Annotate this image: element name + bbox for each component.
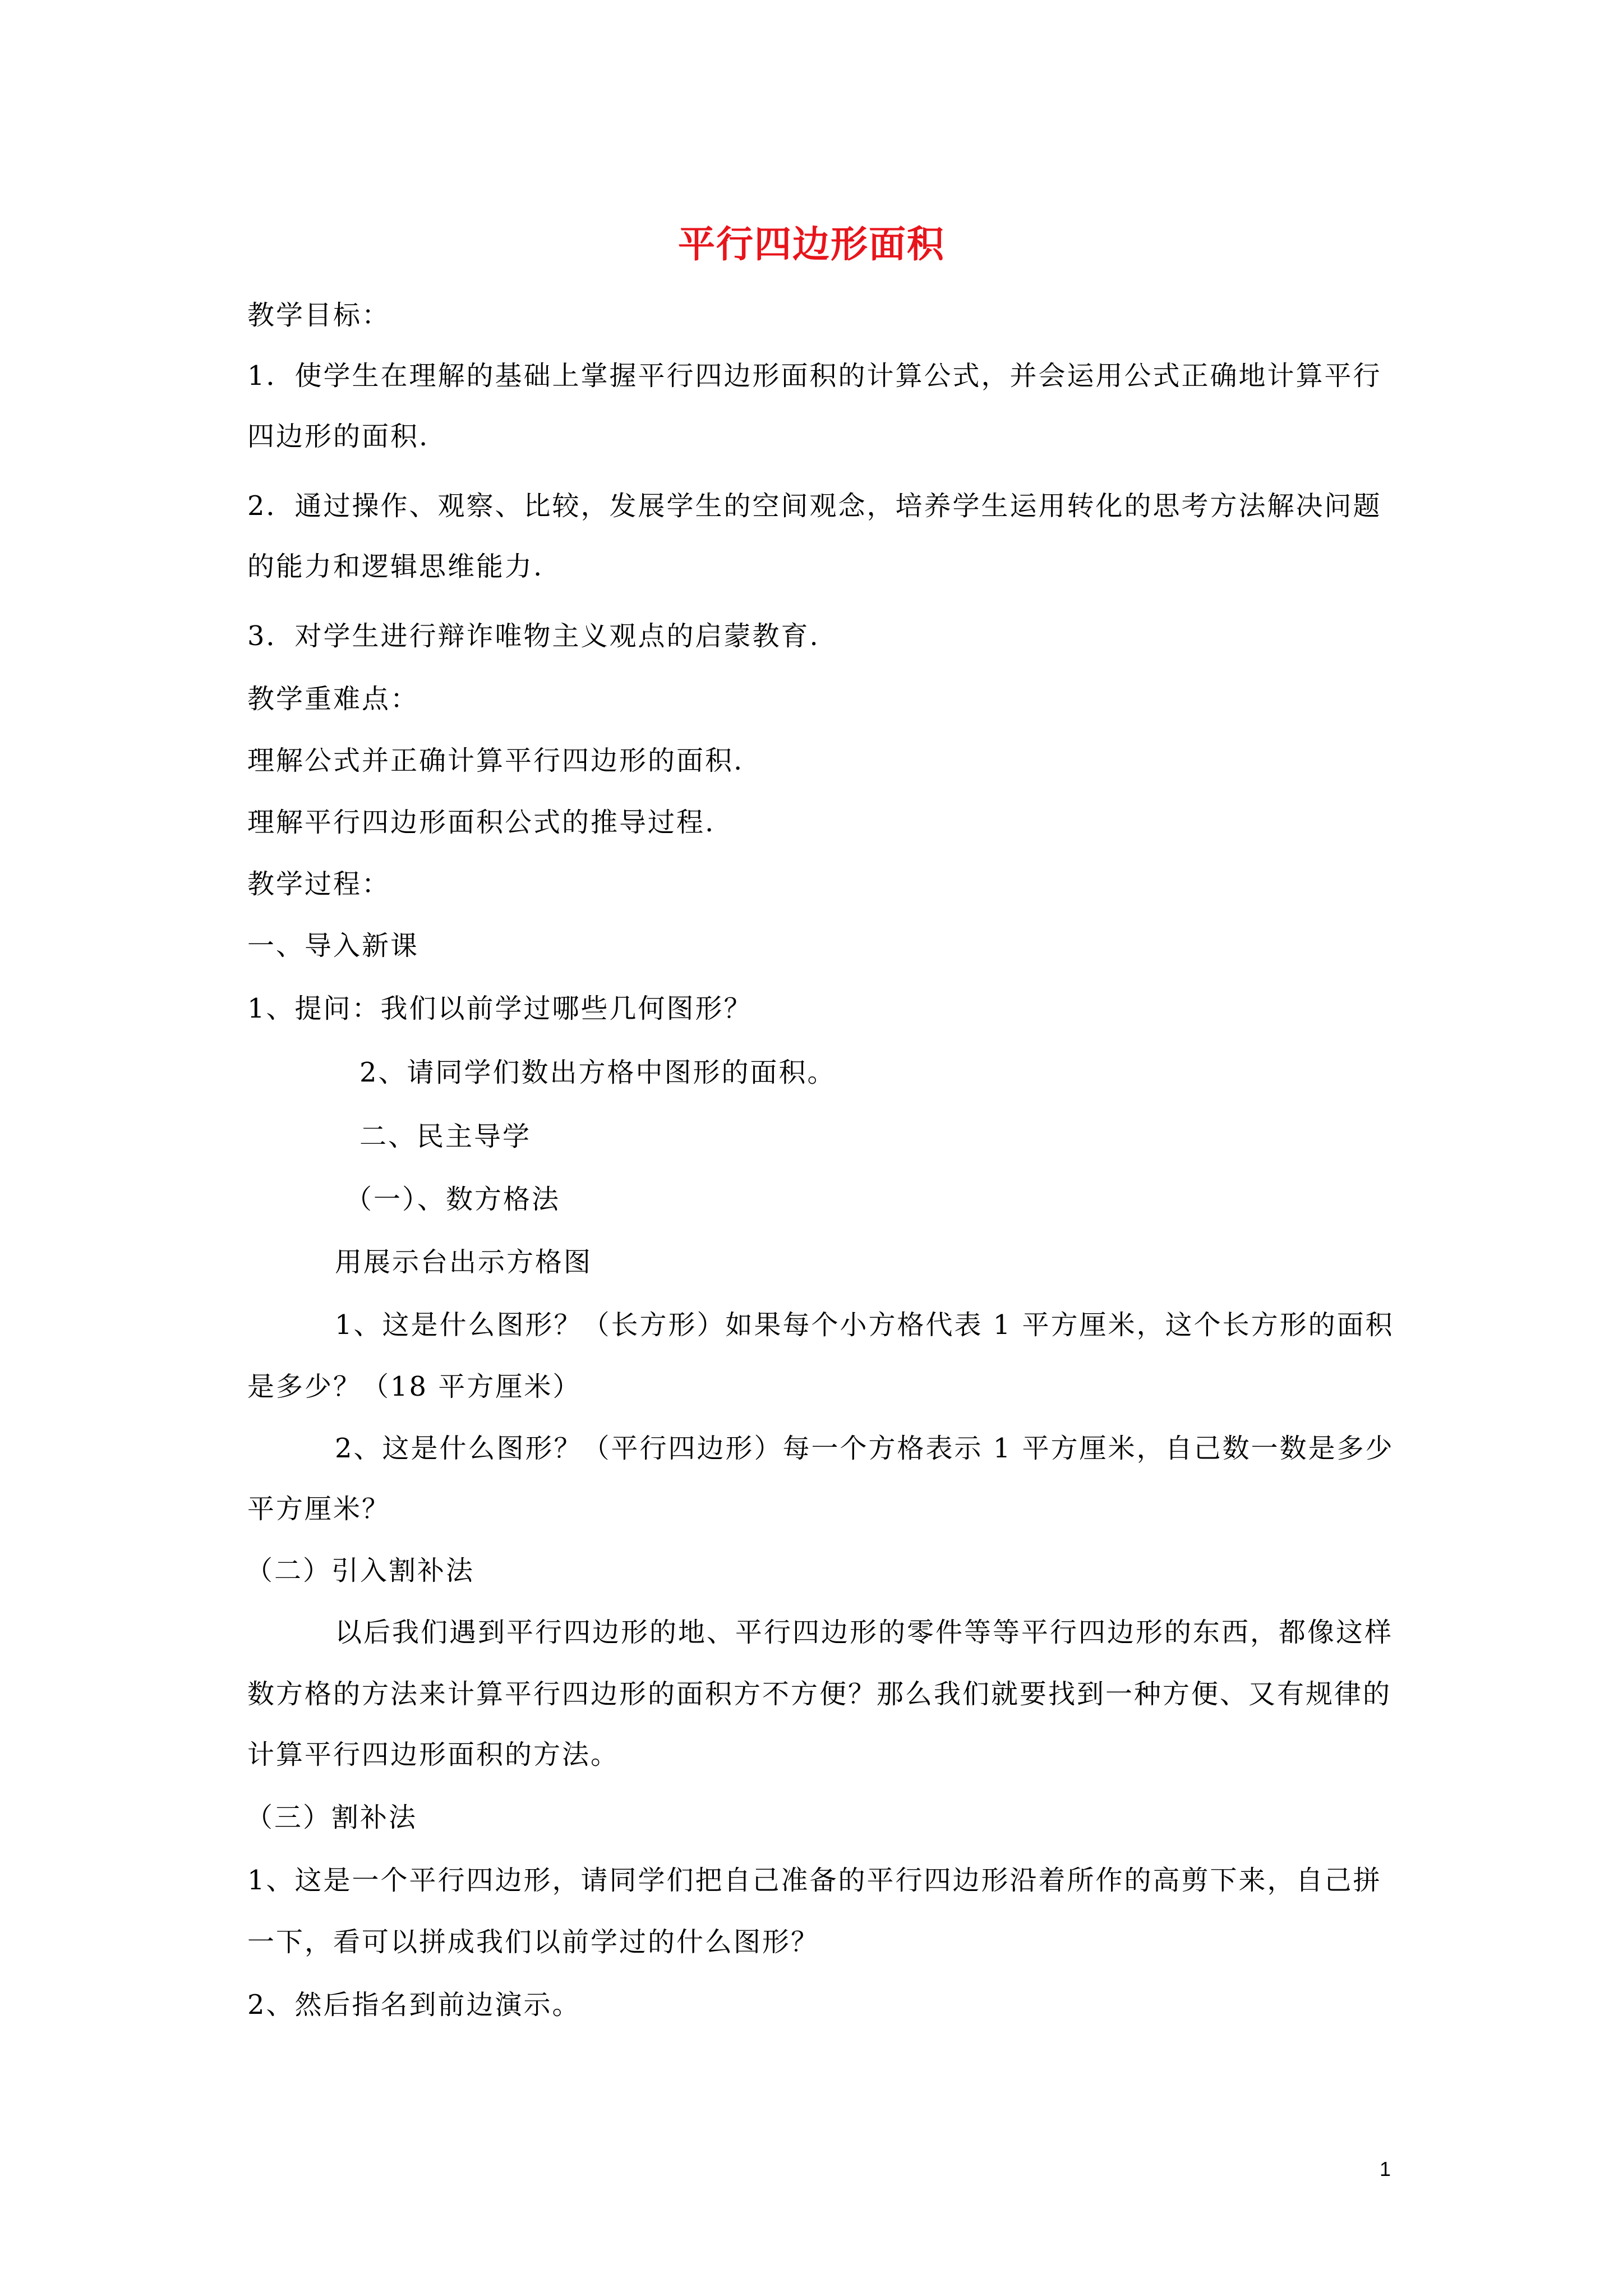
subsection-1-q1-line-1: 1、这是什么图形？（长方形）如果每个小方格代表 1 平方厘米，这个长方形的面积	[335, 1309, 1394, 1341]
section-1-heading: 一、导入新课	[247, 930, 419, 961]
objective-2-line-2: 的能力和逻辑思维能力.	[247, 551, 544, 582]
page-number: 1	[1380, 2157, 1391, 2180]
objective-2-line-1: 2．通过操作、观察、比较，发展学生的空间观念，培养学生运用转化的思考方法解决问题	[247, 490, 1382, 522]
subsection-1-q1-line-2: 是多少？（18 平方厘米）	[247, 1371, 582, 1402]
subsection-3-heading: （三）割补法	[246, 1802, 418, 1833]
objective-3: 3．对学生进行辩诈唯物主义观点的启蒙教育.	[247, 620, 820, 652]
subsection-2-heading: （二）引入割补法	[246, 1555, 475, 1586]
subsection-1-heading: （一）、数方格法	[345, 1184, 561, 1215]
document-title: 平行四边形面积	[678, 222, 945, 266]
objective-1-line-2: 四边形的面积.	[247, 421, 430, 452]
subsection-1-q2-line-1: 2、这是什么图形？（平行四边形）每一个方格表示 1 平方厘米，自己数一数是多少	[335, 1433, 1394, 1464]
key-point-1: 理解公式并正确计算平行四边形的面积.	[247, 745, 744, 776]
heading-objectives: 教学目标：	[247, 300, 391, 331]
subsection-2-para-line-3: 计算平行四边形面积的方法。	[247, 1739, 620, 1770]
subsection-3-item-1-line-2: 一下，看可以拼成我们以前学过的什么图形？	[247, 1926, 820, 1958]
objective-1-line-1: 1．使学生在理解的基础上掌握平行四边形面积的计算公式，并会运用公式正确地计算平行	[247, 360, 1382, 392]
section-1-item-1: 1、提问：我们以前学过哪些几何图形？	[247, 993, 753, 1024]
subsection-1-intro: 用展示台出示方格图	[335, 1246, 593, 1278]
subsection-3-item-2: 2、然后指名到前边演示。	[247, 1989, 581, 2021]
subsection-1-q2-line-2: 平方厘米？	[247, 1493, 391, 1525]
heading-process: 教学过程：	[247, 868, 391, 900]
subsection-2-para-line-1: 以后我们遇到平行四边形的地、平行四边形的零件等等平行四边形的东西，都像这样	[335, 1617, 1394, 1648]
key-point-2: 理解平行四边形面积公式的推导过程.	[247, 807, 716, 838]
section-1-item-2: 2、请同学们数出方格中图形的面积。	[359, 1057, 836, 1088]
subsection-3-item-1-line-1: 1、这是一个平行四边形，请同学们把自己准备的平行四边形沿着所作的高剪下来，自己拼	[247, 1865, 1382, 1896]
heading-key-points: 教学重难点：	[247, 683, 419, 715]
subsection-2-para-line-2: 数方格的方法来计算平行四边形的面积方不方便？那么我们就要找到一种方便、又有规律的	[247, 1678, 1392, 1710]
section-2-heading: 二、民主导学	[359, 1121, 532, 1152]
